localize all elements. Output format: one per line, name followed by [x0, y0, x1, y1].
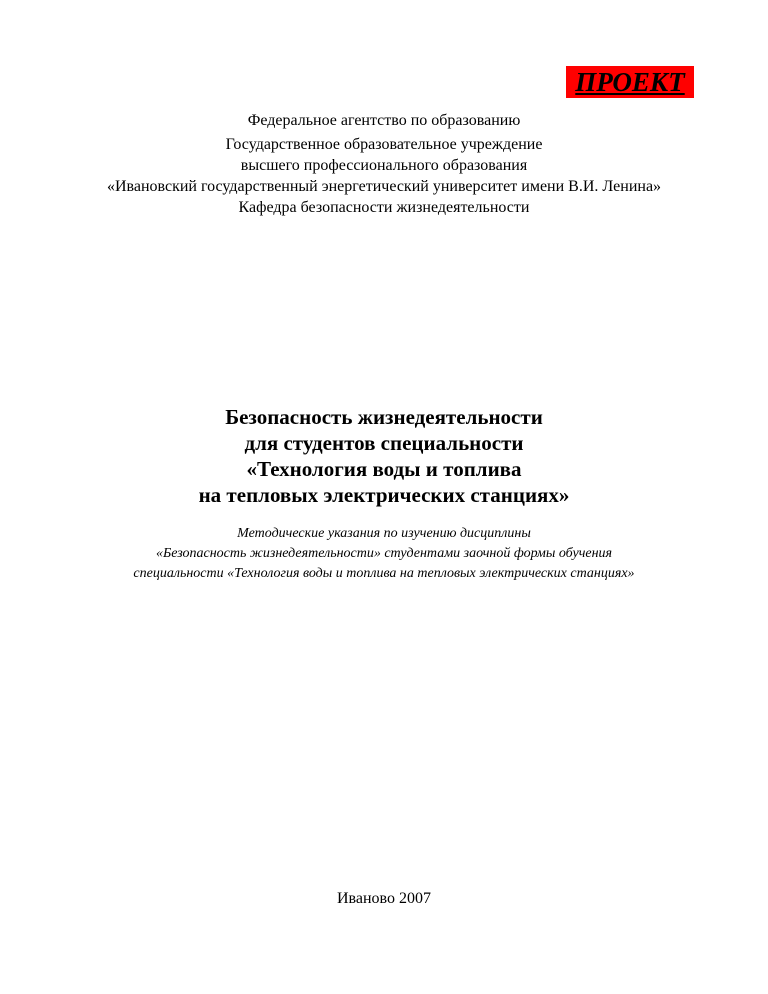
- agency-line: Федеральное агентство по образованию: [247, 112, 521, 129]
- institution-line-2: высшего профессионального образования: [240, 157, 528, 174]
- subtitle-line-3: специальности «Технология воды и топлива на тепловых электрических станциях»: [133, 566, 635, 581]
- title-line-1: Безопасность жизнедеятельности: [225, 405, 543, 429]
- document-subtitle: [0, 524, 768, 584]
- title-line-3: «Технология воды и топлива: [246, 457, 522, 481]
- institution-block: [0, 134, 768, 197]
- institution-line-1: Государственное образовательное учреждение: [225, 136, 543, 153]
- city-year: Иваново 2007: [336, 890, 431, 907]
- title-line-2: для студентов специальности: [244, 431, 524, 455]
- subtitle-line-2: «Безопасность жизнедеятельности» студентами заочной формы обучения: [155, 546, 613, 561]
- department-line: Кафедра безопасности жизнедеятельности: [238, 199, 530, 216]
- institution-line-3: «Ивановский государственный энергетический университет имени В.И. Ленина»: [106, 178, 662, 195]
- document-title: [0, 404, 768, 508]
- title-line-4: на тепловых электрических станциях»: [198, 483, 570, 507]
- subtitle-line-1: Методические указания по изучению дисциплины: [237, 526, 531, 541]
- project-stamp: ПРОЕКТ: [566, 66, 694, 98]
